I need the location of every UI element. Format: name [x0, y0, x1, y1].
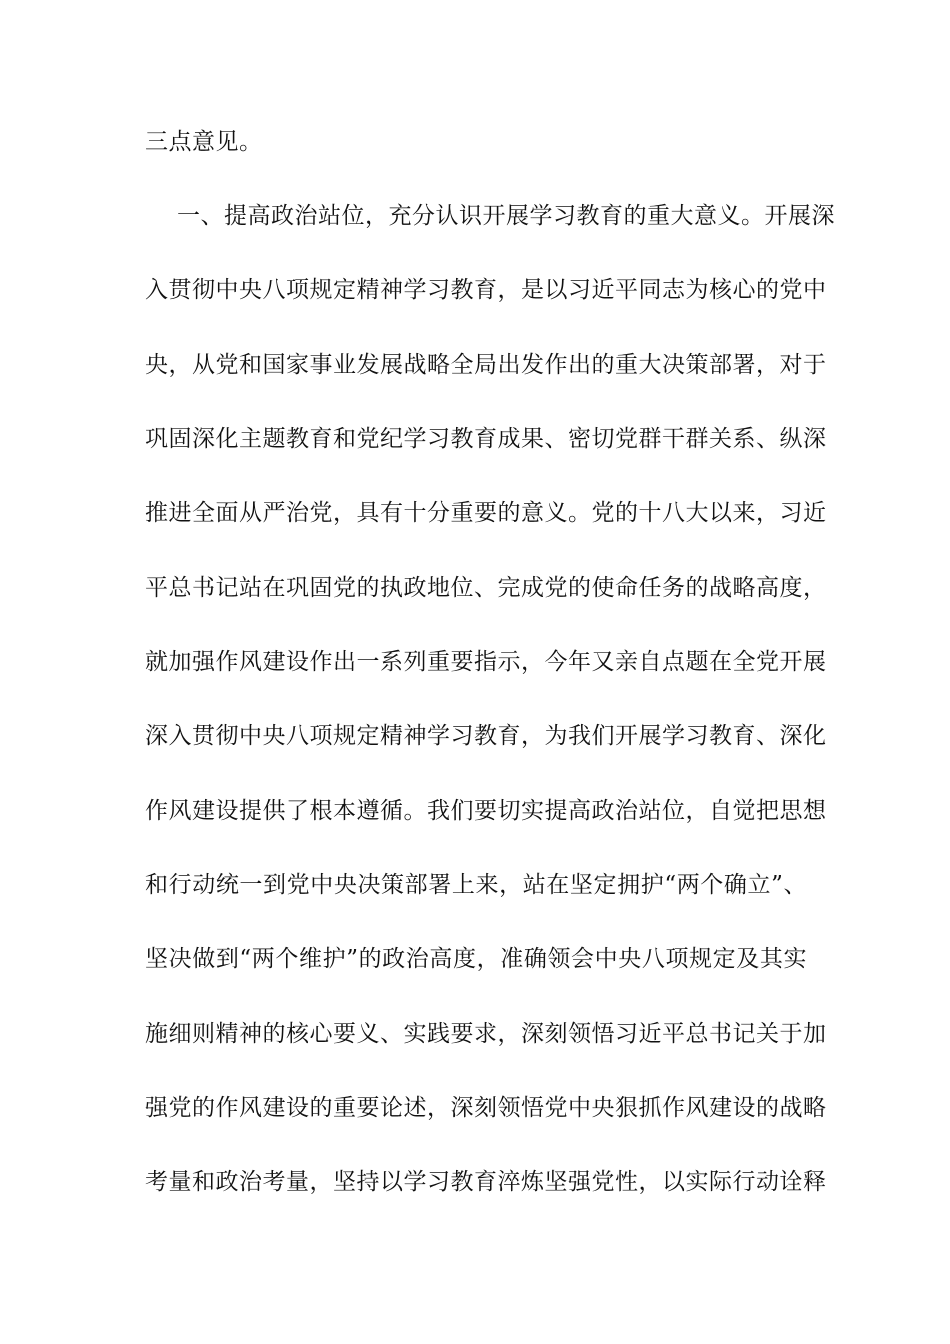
- text-line-9: 深入贯彻中央八项规定精神学习教育，为我们开展学习教育、深化: [145, 723, 827, 749]
- text-line-10: 作风建设提供了根本遵循。我们要切实提高政治站位，自觉把思想: [145, 798, 827, 824]
- text-line-6: 推进全面从严治党，具有十分重要的意义。党的十八大以来，习近: [145, 500, 827, 526]
- text-line-11: 和行动统一到党中央决策部署上来，站在坚定拥护“两个确立”、: [145, 872, 807, 898]
- text-line-12: 坚决做到“两个维护”的政治高度，准确领会中央八项规定及其实: [145, 946, 807, 972]
- text-line-15: 考量和政治考量，坚持以学习教育淬炼坚强党性，以实际行动诠释: [145, 1169, 827, 1195]
- text-line-2: 一、提高政治站位，充分认识开展学习教育的重大意义。开展深: [177, 203, 835, 229]
- text-line-5: 巩固深化主题教育和党纪学习教育成果、密切党群干群关系、纵深: [145, 426, 827, 452]
- text-line-8: 就加强作风建设作出一系列重要指示，今年又亲自点题在全党开展: [145, 649, 827, 675]
- text-line-13: 施细则精神的核心要义、实践要求，深刻领悟习近平总书记关于加: [145, 1021, 827, 1047]
- text-line-3: 入贯彻中央八项规定精神学习教育，是以习近平同志为核心的党中: [145, 277, 827, 303]
- text-line-1: 三点意见。: [145, 129, 263, 155]
- text-line-7: 平总书记站在巩固党的执政地位、完成党的使命任务的战略高度，: [145, 575, 827, 601]
- text-line-14: 强党的作风建设的重要论述，深刻领悟党中央狠抓作风建设的战略: [145, 1095, 827, 1121]
- text-line-4: 央，从党和国家事业发展战略全局出发作出的重大决策部署，对于: [145, 352, 827, 378]
